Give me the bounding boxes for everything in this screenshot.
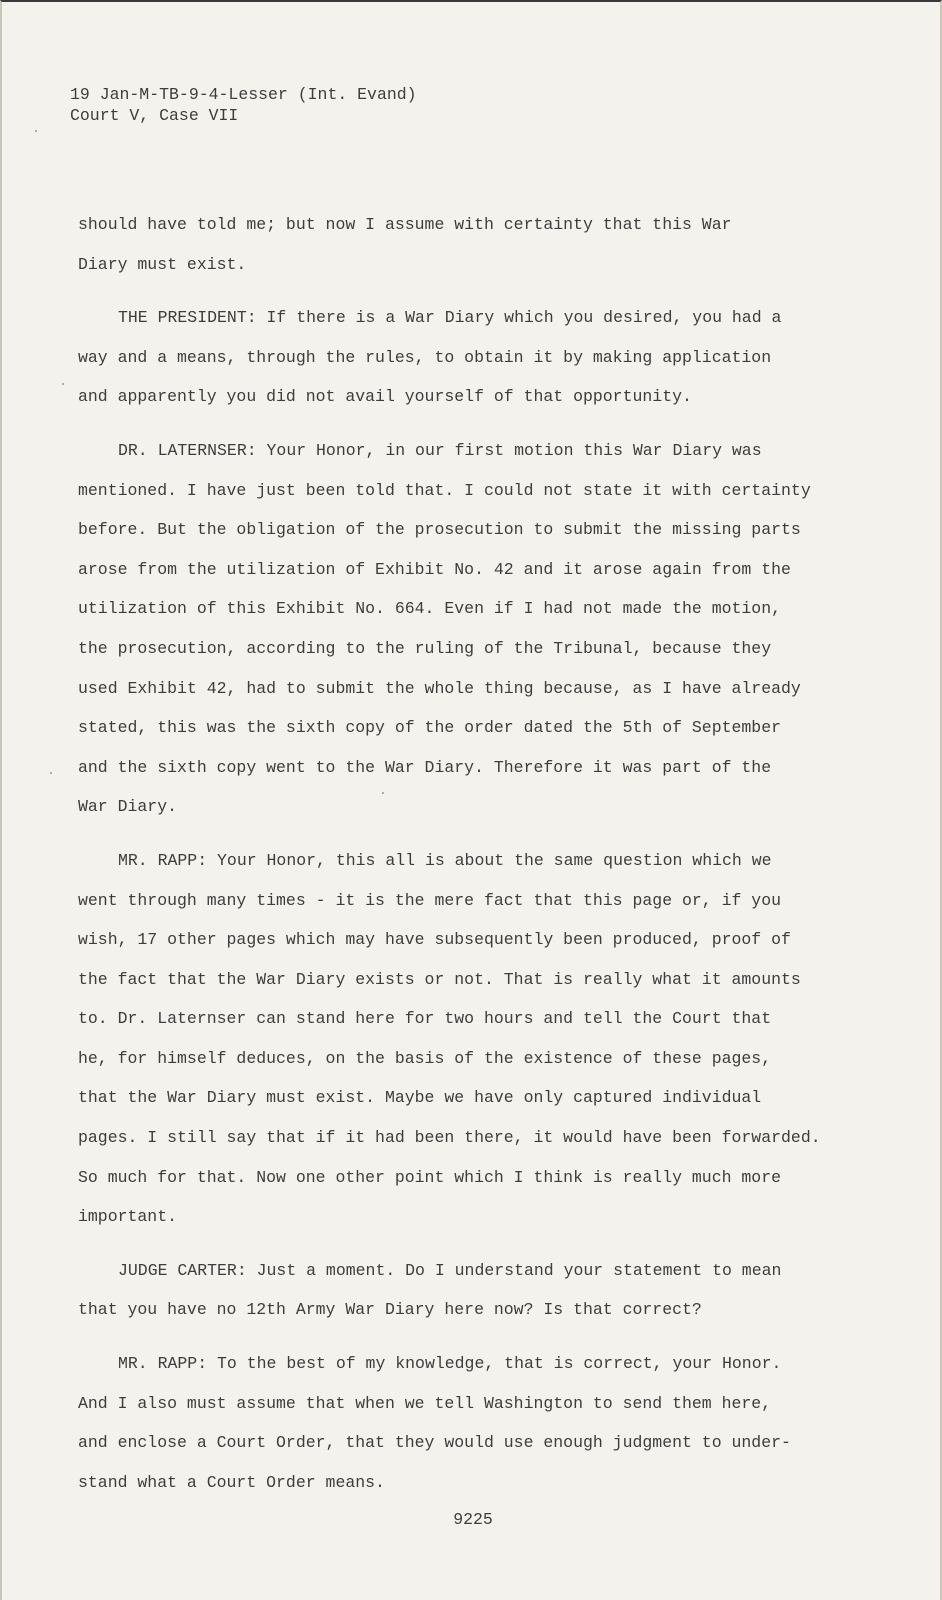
transcript-line: wish, 17 other pages which may have subsequently been produced, proof of — [78, 930, 791, 950]
transcript-line: Diary must exist. — [78, 254, 247, 274]
paper-speck — [35, 130, 37, 132]
transcript-line: THE PRESIDENT: If there is a War Diary which you desired, you had a — [118, 308, 782, 328]
paragraph-gap — [78, 827, 868, 841]
transcript-line: that the War Diary must exist. Maybe we have only captured individual — [78, 1088, 762, 1108]
page-number: 9225 — [453, 1510, 493, 1529]
transcript-line: used Exhibit 42, had to submit the whole thing because, as I have already — [78, 678, 801, 698]
transcript-line: mentioned. I have just been told that. I could not state it with certainty — [78, 480, 811, 500]
transcript-line: War Diary. — [78, 797, 178, 817]
transcript-paragraph — [78, 205, 868, 284]
transcript-line: the fact that the War Diary exists or not. That is really what it amounts — [78, 969, 801, 989]
transcript-line: arose from the utilization of Exhibit No. 42 and it arose again from the — [78, 559, 791, 579]
transcript-line: utilization of this Exhibit No. 664. Even if I had not made the motion, — [78, 599, 782, 619]
transcript-paragraph — [78, 298, 868, 417]
transcript-line: and the sixth copy went to the War Diary. Therefore it was part of the — [78, 757, 772, 777]
transcript-paragraph — [78, 1344, 868, 1502]
transcript-paragraph — [78, 1251, 868, 1330]
paper-speck — [62, 383, 64, 385]
transcript-line: should have told me; but now I assume with certainty that this War — [78, 215, 732, 234]
paragraph-gap — [78, 417, 868, 431]
paper-speck — [50, 772, 52, 774]
transcript-line: DR. LATERNSER: Your Honor, in our first motion this War Diary was — [118, 440, 762, 460]
transcript-line: important. — [78, 1207, 178, 1227]
transcript-paragraph — [78, 431, 868, 827]
transcript-line: JUDGE CARTER: Just a moment. Do I understand your statement to mean — [118, 1260, 782, 1280]
transcript-line: went through many times - it is the mere fact that this page or, if you — [78, 890, 782, 910]
document-header — [70, 84, 417, 126]
transcript-line: pages. I still say that if it had been there, it would have been forwarded. — [78, 1128, 821, 1148]
transcript-line: to. Dr. Laternser can stand here for two hours and tell the Court that — [78, 1009, 772, 1029]
paragraph-gap — [78, 284, 868, 298]
paragraph-gap — [78, 1237, 868, 1251]
transcript-line: he, for himself deduces, on the basis of the existence of these pages, — [78, 1048, 772, 1068]
transcript-line: MR. RAPP: To the best of my knowledge, that is correct, your Honor. — [118, 1354, 782, 1374]
header-line-1: 19 Jan-M-TB-9-4-Lesser (Int. Evand) — [70, 85, 417, 104]
transcript-line: that you have no 12th Army War Diary here now? Is that correct? — [78, 1300, 702, 1320]
transcript-paragraph — [78, 841, 868, 1237]
paragraph-gap — [78, 1330, 868, 1344]
transcript-line: before. But the obligation of the prosecution to submit the missing parts — [78, 520, 801, 540]
transcript-line: way and a means, through the rules, to obtain it by making application — [78, 347, 772, 367]
transcript-line: and apparently you did not avail yourself of that opportunity. — [78, 387, 692, 407]
transcript-line: the prosecution, according to the ruling of the Tribunal, because they — [78, 638, 772, 658]
transcript-line: stated, this was the sixth copy of the order dated the 5th of September — [78, 718, 782, 738]
transcript-line: stand what a Court Order means. — [78, 1472, 385, 1492]
header-line-2: Court V, Case VII — [70, 106, 239, 125]
transcript-line: And I also must assume that when we tell Washington to send them here, — [78, 1393, 772, 1413]
transcript-line: and enclose a Court Order, that they would use enough judgment to under- — [78, 1433, 791, 1453]
transcript-line: MR. RAPP: Your Honor, this all is about the same question which we — [118, 850, 772, 870]
transcript-line: So much for that. Now one other point which I think is really much more — [78, 1167, 782, 1187]
paper-speck — [382, 792, 384, 794]
transcript-body — [78, 205, 868, 1502]
